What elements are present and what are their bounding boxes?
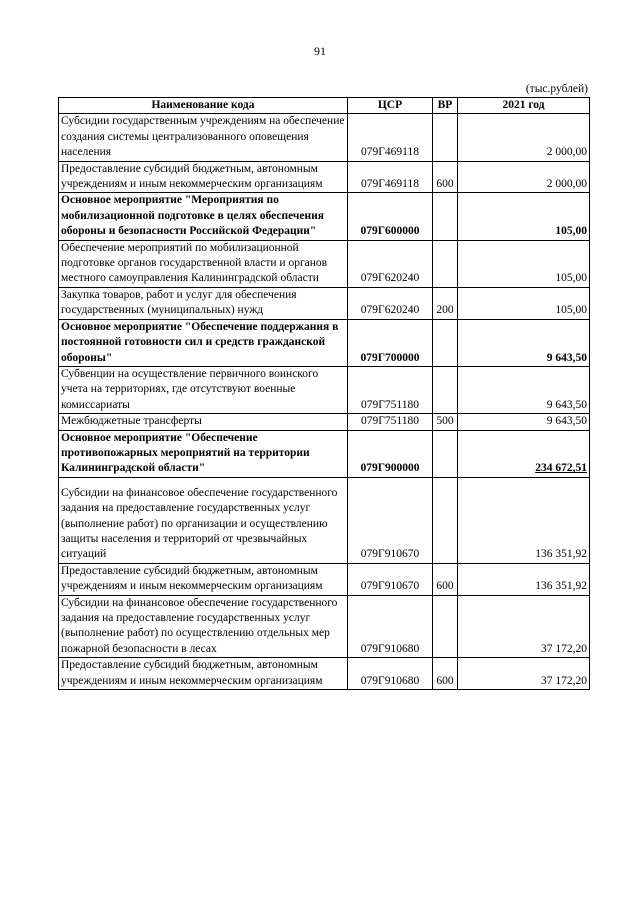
row-csr: 079Г910680 <box>348 658 433 690</box>
budget-table <box>58 97 590 690</box>
table-row-main-activity <box>59 430 590 477</box>
row-name: Основное мероприятие "Обеспечение противопожарных мероприятий на территории Калининградской области" <box>59 430 348 477</box>
row-vr <box>433 430 458 477</box>
header-year: 2021 год <box>458 98 590 114</box>
row-name: Закупка товаров, работ и услуг для обеспечения государственных (муниципальных) нужд <box>59 287 348 319</box>
row-csr: 079Г910670 <box>348 563 433 595</box>
row-amount: 234 672,51 <box>458 430 590 477</box>
row-vr <box>433 477 458 563</box>
header-vr: ВР <box>433 98 458 114</box>
row-amount: 105,00 <box>458 193 590 240</box>
row-vr: 500 <box>433 414 458 430</box>
page-number: 91 <box>314 44 326 58</box>
row-name: Предоставление субсидий бюджетным, автономным учреждениям и иным некоммерческим организациям <box>59 658 348 690</box>
row-amount: 136 351,92 <box>458 477 590 563</box>
row-vr <box>433 240 458 287</box>
table-row <box>59 287 590 319</box>
row-amount: 136 351,92 <box>458 563 590 595</box>
table-row <box>59 595 590 658</box>
row-vr <box>433 319 458 366</box>
row-amount: 9 643,50 <box>458 319 590 366</box>
row-name: Основное мероприятие "Обеспечение поддержания в постоянной готовности сил и средств гражданской обороны" <box>59 319 348 366</box>
row-name: Обеспечение мероприятий по мобилизационной подготовке органов государственной власти и органов местного самоуправления Калининградской области <box>59 240 348 287</box>
row-amount: 9 643,50 <box>458 366 590 413</box>
row-vr <box>433 114 458 161</box>
header-name: Наименование кода <box>59 98 348 114</box>
row-amount: 105,00 <box>458 287 590 319</box>
row-csr: 079Г700000 <box>348 319 433 366</box>
row-amount: 37 172,20 <box>458 658 590 690</box>
row-csr: 079Г620240 <box>348 240 433 287</box>
row-vr: 600 <box>433 563 458 595</box>
row-amount: 37 172,20 <box>458 595 590 658</box>
row-amount: 9 643,50 <box>458 414 590 430</box>
row-vr: 200 <box>433 287 458 319</box>
table-row <box>59 414 590 430</box>
table-row <box>59 477 590 563</box>
row-vr: 600 <box>433 658 458 690</box>
row-csr: 079Г751180 <box>348 366 433 413</box>
row-csr: 079Г900000 <box>348 430 433 477</box>
units-label: (тыс.рублей) <box>525 83 588 95</box>
row-name: Предоставление субсидий бюджетным, автономным учреждениям и иным некоммерческим организациям <box>59 161 348 193</box>
row-vr <box>433 595 458 658</box>
row-name: Субсидии на финансовое обеспечение государственного задания на предоставление государственных услуг (выполнение работ) по организации и осуществлению защиты населения и территорий от чрезвычайных ситуаций <box>59 477 348 563</box>
row-csr: 079Г600000 <box>348 193 433 240</box>
row-csr: 079Г751180 <box>348 414 433 430</box>
row-vr: 600 <box>433 161 458 193</box>
row-amount: 2 000,00 <box>458 114 590 161</box>
row-csr: 079Г620240 <box>348 287 433 319</box>
row-name: Предоставление субсидий бюджетным, автономным учреждениям и иным некоммерческим организациям <box>59 563 348 595</box>
header-csr: ЦСР <box>348 98 433 114</box>
row-amount: 2 000,00 <box>458 161 590 193</box>
table-row-main-activity <box>59 193 590 240</box>
table-row <box>59 366 590 413</box>
table-row <box>59 240 590 287</box>
row-vr <box>433 366 458 413</box>
table-row <box>59 161 590 193</box>
row-name: Основное мероприятие "Мероприятия по мобилизационной подготовке в целях обеспечения обороны и безопасности Российской Федерации" <box>59 193 348 240</box>
row-csr: 079Г469118 <box>348 114 433 161</box>
row-csr: 079Г469118 <box>348 161 433 193</box>
row-vr <box>433 193 458 240</box>
row-name: Межбюджетные трансферты <box>59 414 348 430</box>
row-csr: 079Г910680 <box>348 595 433 658</box>
table-row-main-activity <box>59 319 590 366</box>
row-name: Субсидии на финансовое обеспечение государственного задания на предоставление государственных услуг (выполнение работ) по осуществлению отдельных мер пожарной безопасности в лесах <box>59 595 348 658</box>
row-amount: 105,00 <box>458 240 590 287</box>
table-row <box>59 658 590 690</box>
table-row <box>59 114 590 161</box>
row-csr: 079Г910670 <box>348 477 433 563</box>
row-name: Субсидии государственным учреждениям на обеспечение создания системы централизованного оповещения населения <box>59 114 348 161</box>
row-name: Субвенции на осуществление первичного воинского учета на территориях, где отсутствуют военные комиссариаты <box>59 366 348 413</box>
table-row <box>59 563 590 595</box>
table-header-row <box>59 98 590 114</box>
